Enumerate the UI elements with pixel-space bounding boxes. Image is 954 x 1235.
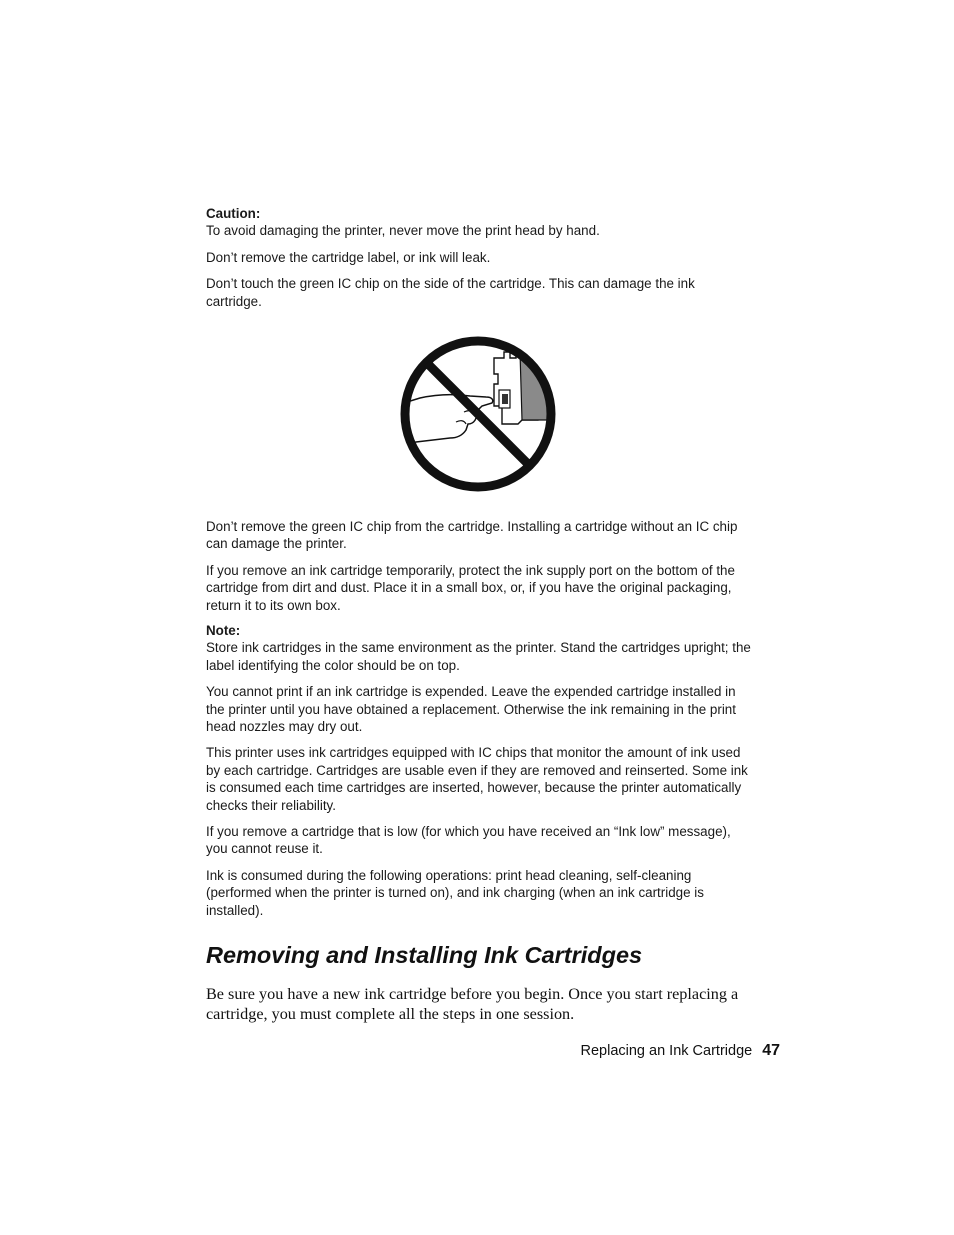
caution-label: Caution: <box>206 206 261 221</box>
caution-line: Don’t remove the cartridge label, or ink will leak. <box>206 249 491 265</box>
note-label: Note: <box>206 623 241 638</box>
no-touch-ic-chip-icon <box>398 334 558 494</box>
section-heading: Removing and Installing Ink Cartridges <box>206 942 643 968</box>
note-paragraph: Store ink cartridges in the same environment as the printer. Stand the cartridges upright; the label identifying the color should be on top. <box>206 640 751 673</box>
note-paragraph: You cannot print if an ink cartridge is expended. Leave the expended cartridge installed in the printer until you have obtained a replacement. Otherwise the ink remaining in the print head nozzles may dry out. <box>206 684 736 735</box>
paragraph: Don’t remove the green IC chip from the cartridge. Installing a cartridge without an IC chip can damage the printer. <box>206 519 738 552</box>
note-paragraph: If you remove a cartridge that is low (for which you have received an “Ink low” message), you cannot reuse it. <box>206 824 731 857</box>
note-block <box>206 622 751 919</box>
caution-line: To avoid damaging the printer, never move the print head by hand. <box>206 223 600 239</box>
after-figure-block <box>206 518 751 614</box>
caution-block <box>206 205 751 310</box>
note-paragraph: This printer uses ink cartridges equipped with IC chips that monitor the amount of ink used by each cartridge. Cartridges are usable even if they are removed and reinserted. Some ink is consumed each time cartridges are inserted, however, because the printer automatically checks their reliability. <box>206 745 748 813</box>
caution-line: Don’t touch the green IC chip on the side of the cartridge. This can damage the ink cartridge. <box>206 276 695 309</box>
section-intro: Be sure you have a new ink cartridge before you begin. Once you start replacing a cartridge, you must complete all the steps in one session. <box>206 985 739 1023</box>
page-footer <box>581 1042 780 1060</box>
page-number: 47 <box>762 1042 780 1059</box>
footer-chapter: Replacing an Ink Cartridge <box>580 1043 753 1059</box>
note-paragraph: Ink is consumed during the following operations: print head cleaning, self-cleaning (performed when the printer is turned on), and ink charging (when an ink cartridge is installed). <box>206 867 704 918</box>
paragraph: If you remove an ink cartridge temporarily, protect the ink supply port on the bottom of the cartridge from dirt and dust. Place it in a small box, or, if you have the original packaging, return it to its own box. <box>206 562 735 613</box>
